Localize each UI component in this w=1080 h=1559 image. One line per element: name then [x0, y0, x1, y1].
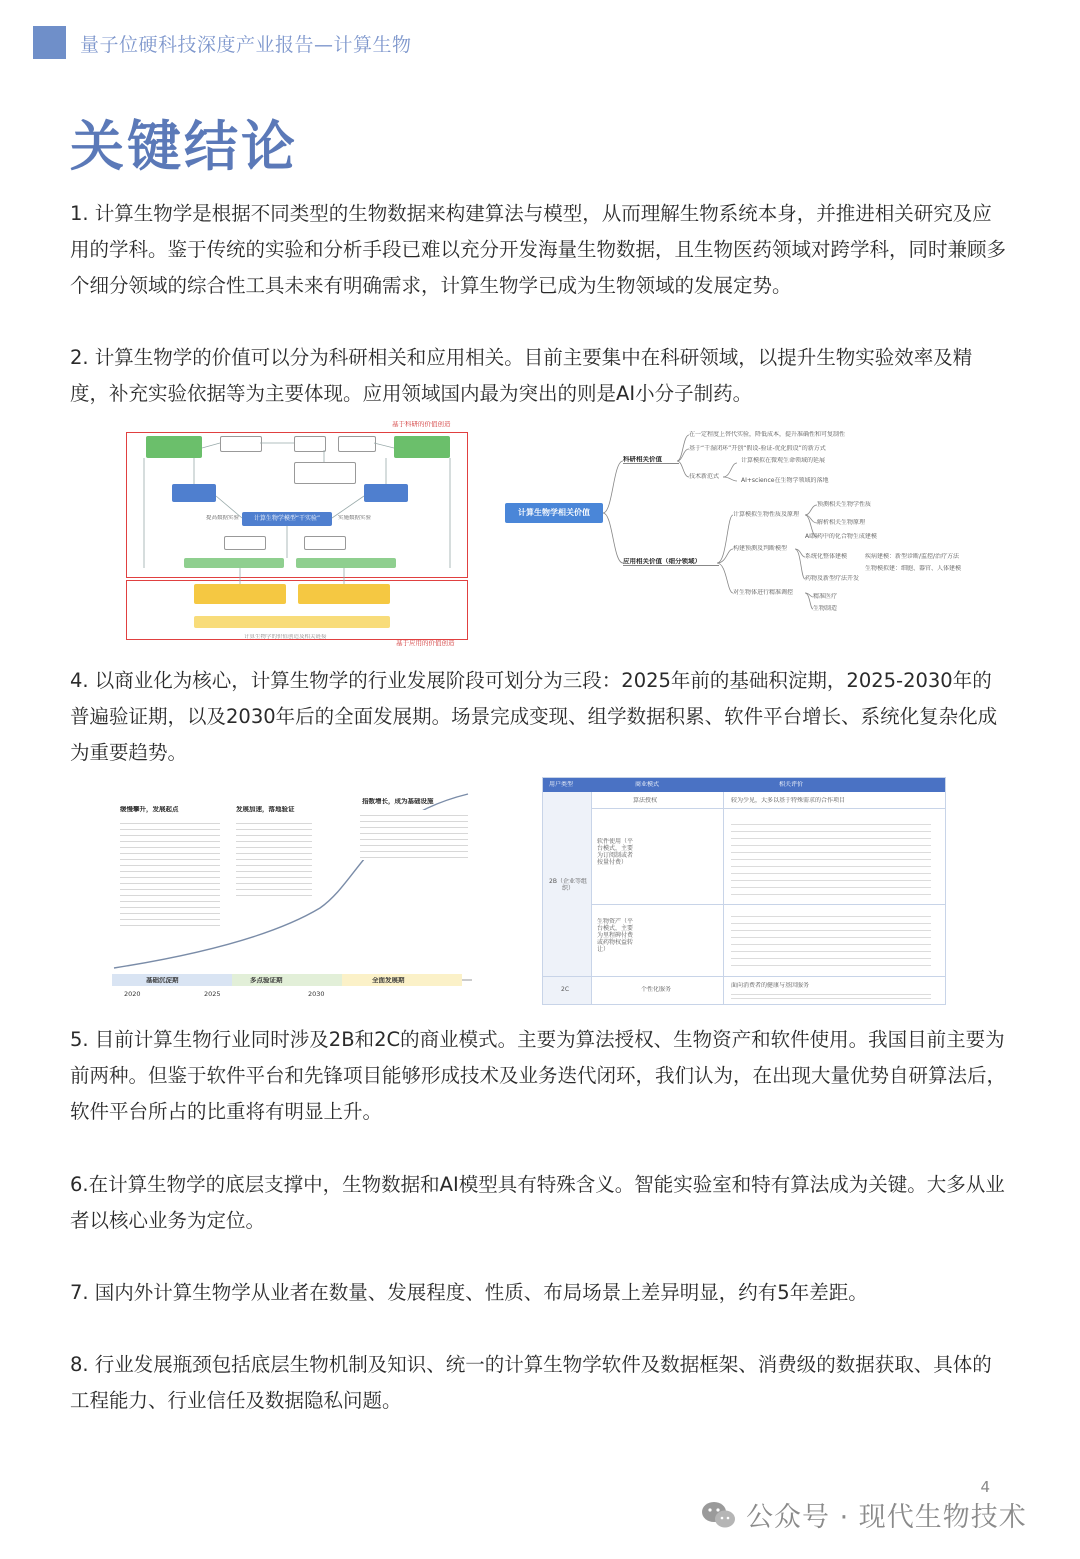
- row-divider-1: [591, 808, 945, 809]
- apply-item-12: 生物制造: [813, 605, 838, 612]
- branch-application: 应用相关价值（细分领域）: [623, 558, 719, 566]
- year-2030: 2030: [308, 991, 325, 998]
- conclusion-2: 2. 计算生物学的价值可以分为科研相关和应用相关。目前主要集中在科研领域，以提升生物实验效率及精度，补充实验依据等为主要体现。应用领域国内最为突出的则是AI小分子制药。: [70, 346, 973, 405]
- phase1-notes: [120, 818, 220, 930]
- conclusion-5: 5. 目前计算生物行业同时涉及2B和2C的商业模式。主要为算法授权、生物资产和软件使用。我国目前主要为前两种。但鉴于软件平台和先锋项目能够形成技术及业务迭代闭环，我们认为，在出现大量优势自研算法后，软件平台所占的比重将有明显上升。: [70, 1028, 1007, 1123]
- row2-user: 2B（企业等组织）: [549, 878, 587, 892]
- row-divider-2: [591, 904, 945, 905]
- apply-item-1: 计算模拟生物性质及原理: [733, 511, 800, 518]
- research-item-2: 基于“干湿闭环”开创“假设-验证-优化假设”的新方式: [689, 445, 826, 452]
- apply-item-4: AI制药中的化合物生成建模: [805, 533, 877, 540]
- row4-note-extra: [731, 991, 931, 999]
- application-tag: 基于应用的价值创造: [396, 640, 455, 647]
- phase3-notes: [360, 810, 468, 860]
- phase-label-2: 多点验证期: [250, 977, 283, 984]
- flow-arrows: [124, 418, 470, 650]
- center-model-box: 计算生物学模型“干实验”: [242, 512, 332, 526]
- report-header-title: 量子位硬科技深度产业报告—计算生物: [80, 34, 412, 56]
- phase1-title: 缓慢攀升，发展起点: [120, 806, 179, 813]
- value-flow-diagram: [124, 418, 470, 650]
- conclusion-8: 8. 行业发展瓶颈包括底层生物机制及知识、统一的计算生物学软件及数据框架、消费级的数据获取、具体的工程能力、行业信任及数据隐私问题。: [70, 1353, 992, 1412]
- row-divider-3: [543, 976, 945, 977]
- year-2020: 2020: [124, 991, 141, 998]
- conclusion-6: 6.在计算生物学的底层支撑中，生物数据和AI模型具有特殊含义。智能实验室和特有算法成为关键。大多从业者以核心业务为定位。: [70, 1173, 1005, 1232]
- phase3-title: 指数增长，成为基础设施: [362, 798, 434, 805]
- col-divider: [723, 792, 724, 1004]
- phase-label-1: 基础沉淀期: [146, 977, 179, 984]
- year-2025: 2025: [204, 991, 221, 998]
- research-item-4: 技术新范式: [689, 473, 720, 480]
- business-model-table: [542, 777, 946, 1005]
- research-item-1: 在一定程度上替代实验，降低成本，提升准确性和可复制性: [689, 431, 846, 438]
- page-number: 4: [980, 1478, 990, 1496]
- user-column: [543, 792, 592, 1004]
- row1-note: 较为少见，大多以基于特殊需求的合作项目: [731, 797, 846, 804]
- right-mid-label: 实施数据实验: [338, 515, 372, 521]
- research-item-5: AI+science在生物学领域的落地: [741, 477, 829, 484]
- row2-model: 软件使用（平台模式，主要为订阅制或者按量付费）: [597, 838, 634, 866]
- mindmap-root: 计算生物学相关价值: [505, 503, 603, 523]
- row3-note: [731, 910, 931, 970]
- apply-item-7: 疾病建模：新型诊断/监控/治疗方法: [865, 553, 960, 560]
- left-mid-label: 提高数据实验: [206, 515, 240, 521]
- research-item-3: 计算模拟在微观生命领域的延展: [741, 457, 826, 464]
- apply-item-2: 预测相关生物学性质: [817, 501, 872, 508]
- phase2-notes: [236, 818, 312, 896]
- branch-research: 科研相关价值: [623, 456, 679, 464]
- page-heading: 关键结论: [70, 115, 298, 178]
- diagram-caption: 计算生物学的价值创造及相关链接: [244, 634, 327, 640]
- phase-label-3: 全面发展期: [372, 977, 405, 984]
- conclusion-1: 1. 计算生物学是根据不同类型的生物数据来构建算法与模型，从而理解生物系统本身，并推进相关研究及应用的学科。鉴于传统的实验和分析手段已难以充分开发海量生物数据，且生物医药领域对跨学科，同时兼顾多个细分领域的综合性工具未来有明确需求，计算生物学已成为生物领域的发展定势。: [70, 202, 1007, 297]
- conclusion-4: 4. 以商业化为核心，计算生物学的行业发展阶段可划分为三段：2025年前的基础积淀期，2025-2030年的普遍验证期，以及2030年后的全面发展期。场景完成变现、组学数据积累、软件平台增长、系统化复杂化成为重要趋势。: [70, 669, 998, 764]
- row1-model: 算法授权: [633, 797, 658, 804]
- apply-item-9: 药物及新型疗法开发: [805, 575, 860, 582]
- apply-item-6: 系统化整体建模: [805, 553, 848, 560]
- row4-model: 个性化服务: [641, 986, 672, 993]
- table-header-bar: [543, 778, 945, 792]
- row3-model: 生物资产（平台模式，主要为里程碑付费或药物权益转让）: [597, 918, 634, 953]
- research-tag: 基于科研的价值创造: [392, 421, 451, 428]
- conclusion-7: 7. 国内外计算生物学从业者在数量、发展程度、性质、布局场景上差异明显，约有5年差距。: [70, 1281, 868, 1304]
- apply-item-10: 对生物体进行精准调控: [733, 589, 794, 596]
- row4-user: 2C: [561, 986, 570, 993]
- apply-item-3: 解析相关生物原理: [817, 519, 866, 526]
- th-user: 用户类型: [549, 781, 574, 788]
- th-model: 商业模式: [635, 781, 660, 788]
- row2-note: [731, 818, 931, 896]
- development-timeline: [110, 788, 476, 1000]
- apply-item-11: 精准医疗: [813, 593, 838, 600]
- th-note: 相关评价: [779, 781, 804, 788]
- row4-note: 面向消费者的健康与基因服务: [731, 982, 810, 989]
- header-accent-square: [33, 26, 66, 59]
- value-mindmap: [505, 425, 975, 615]
- phase2-title: 发展加速，落地验证: [236, 806, 295, 813]
- apply-item-8: 生物模拟建：细胞、器官、人体建模: [865, 565, 962, 572]
- watermark-text: 公众号 · 现代生物技术: [746, 1502, 1027, 1533]
- apply-item-5: 构建预测及判断模型: [733, 545, 788, 552]
- wechat-icon: [700, 1500, 738, 1530]
